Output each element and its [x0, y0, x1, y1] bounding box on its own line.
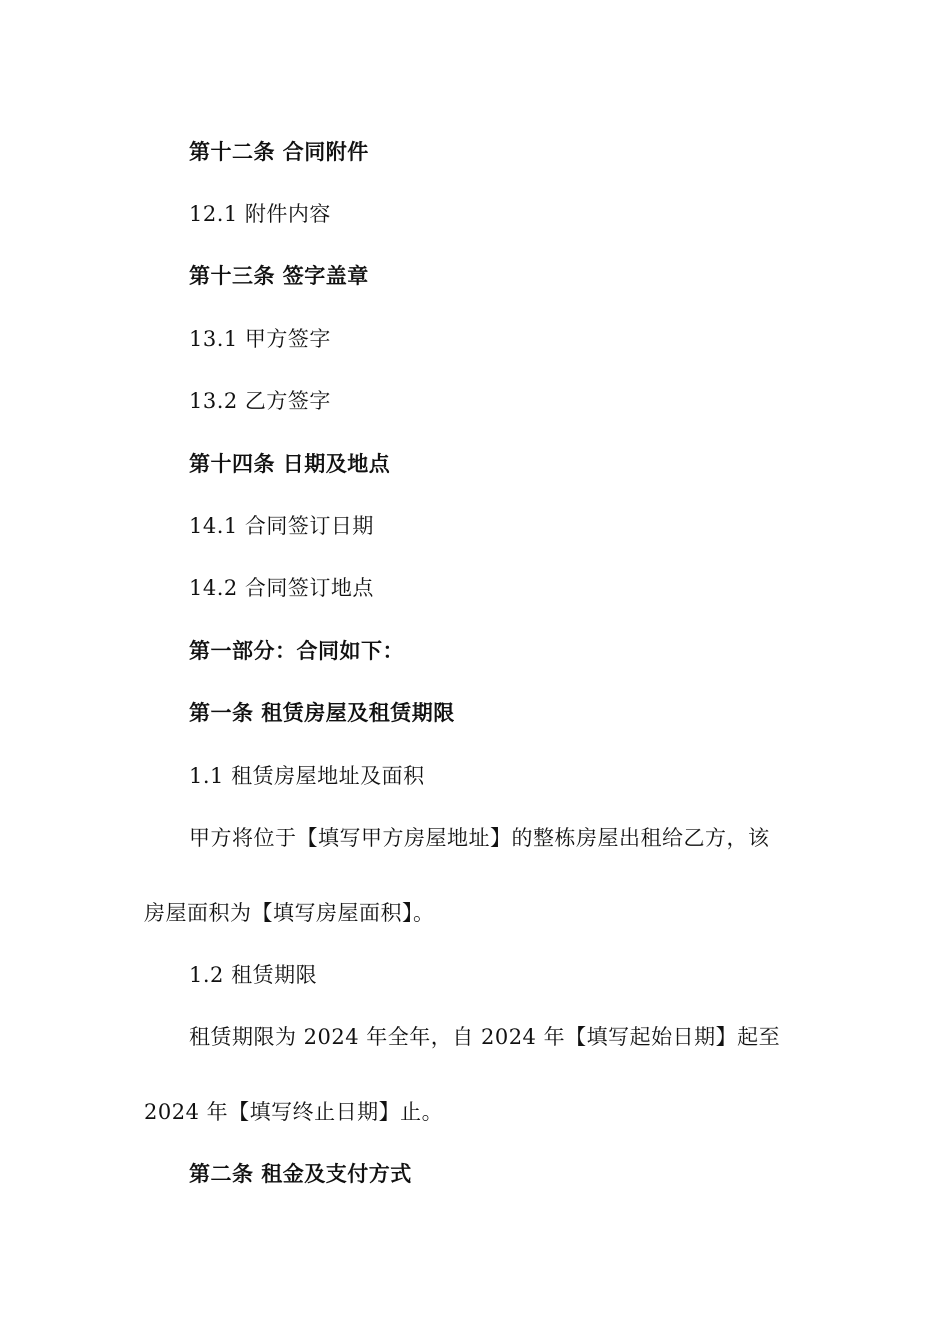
clause-1-2: 1.2 租赁期限	[189, 963, 318, 987]
clause-12-1: 12.1 附件内容	[189, 202, 331, 226]
article-1-heading: 第一条 租赁房屋及租赁期限	[189, 701, 455, 725]
clause-14-2: 14.2 合同签订地点	[189, 576, 374, 600]
article-13-heading: 第十三条 签字盖章	[189, 264, 369, 288]
clause-14-1: 14.1 合同签订日期	[189, 514, 374, 538]
paragraph-term-line-1: 租赁期限为 2024 年全年，自 2024 年【填写起始日期】起至	[189, 1025, 781, 1049]
clause-1-1: 1.1 租赁房屋地址及面积	[189, 764, 425, 788]
article-2-heading: 第二条 租金及支付方式	[189, 1162, 412, 1186]
clause-13-1: 13.1 甲方签字	[189, 327, 331, 351]
paragraph-address-line-1: 甲方将位于【填写甲方房屋地址】的整栋房屋出租给乙方，该	[189, 826, 770, 850]
paragraph-term-line-2: 2024 年【填写终止日期】止。	[144, 1100, 444, 1124]
paragraph-address-line-2: 房屋面积为【填写房屋面积】。	[144, 901, 435, 925]
clause-13-2: 13.2 乙方签字	[189, 389, 331, 413]
article-14-heading: 第十四条 日期及地点	[189, 452, 391, 476]
article-12-heading: 第十二条 合同附件	[189, 140, 369, 164]
part-one-heading: 第一部分：合同如下：	[189, 639, 404, 663]
